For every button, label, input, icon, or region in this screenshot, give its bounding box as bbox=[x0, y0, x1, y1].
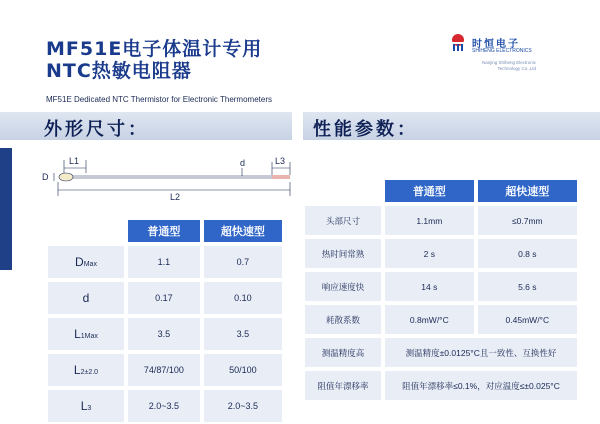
row-label: 耗散系数 bbox=[303, 303, 383, 336]
label-main: L bbox=[80, 399, 88, 413]
brand-name-cn: 时恒电子 bbox=[472, 39, 520, 50]
table-row bbox=[46, 388, 284, 424]
label-sub: 2±2.0 bbox=[80, 369, 99, 376]
standard-value: 0.17 bbox=[126, 280, 202, 316]
page-title bbox=[46, 38, 262, 82]
table-row bbox=[46, 244, 284, 280]
col-fast: 超快速型 bbox=[202, 218, 284, 244]
fast-value: 0.45mW/°C bbox=[476, 303, 579, 336]
shape-section-title: 外形尺寸： bbox=[44, 119, 149, 140]
row-label: 阻值年漂移率 bbox=[303, 369, 383, 402]
side-tab bbox=[0, 148, 12, 270]
fast-value: 0.10 bbox=[202, 280, 284, 316]
table-row bbox=[303, 237, 579, 270]
label-l2: L2 bbox=[170, 192, 181, 202]
fast-value: ≤0.7mm bbox=[476, 204, 579, 237]
col-fast: 超快速型 bbox=[476, 178, 579, 204]
standard-value: 2 s bbox=[383, 237, 476, 270]
standard-value: 74/87/100 bbox=[126, 352, 202, 388]
col-standard: 普通型 bbox=[126, 218, 202, 244]
logo-mark-icon bbox=[448, 33, 468, 51]
standard-value: 14 s bbox=[383, 270, 476, 303]
label-sub: 1Max bbox=[80, 333, 98, 340]
title-line-2: NTC热敏电阻器 bbox=[46, 60, 192, 82]
header-blank bbox=[46, 218, 126, 244]
label-l3: L3 bbox=[275, 156, 286, 166]
label-sub: Max bbox=[83, 261, 97, 268]
table-row bbox=[303, 369, 579, 402]
label-l1: L1 bbox=[69, 156, 80, 166]
col-standard: 普通型 bbox=[383, 178, 476, 204]
standard-value: 1.1mm bbox=[383, 204, 476, 237]
page-subtitle: MF51E Dedicated NTC Thermistor for Electronic Thermometers bbox=[46, 95, 272, 104]
standard-value: 0.8mW/°C bbox=[383, 303, 476, 336]
company-name bbox=[466, 60, 536, 72]
label-main: D bbox=[75, 255, 84, 269]
row-label bbox=[46, 244, 126, 280]
table-row bbox=[46, 280, 284, 316]
table-header-row bbox=[303, 178, 579, 204]
spec-section-title: 性能参数： bbox=[313, 119, 418, 140]
spec-section-band bbox=[303, 112, 600, 140]
merged-value: 阻值年漂移率≤0.1%，对应温度≤±0.025°C bbox=[383, 369, 579, 402]
shape-section-band bbox=[0, 112, 292, 140]
table-header-row bbox=[46, 218, 284, 244]
standard-value: 3.5 bbox=[126, 316, 202, 352]
fast-value: 3.5 bbox=[202, 316, 284, 352]
label-main: d bbox=[82, 291, 90, 305]
row-label bbox=[46, 280, 126, 316]
table-row bbox=[46, 316, 284, 352]
brand-name-en: SHIHENG ELECTRONICS bbox=[472, 48, 532, 54]
label-main: L bbox=[74, 327, 81, 341]
thermistor-dimension-diagram bbox=[36, 152, 298, 204]
table-row bbox=[303, 270, 579, 303]
standard-value: 1.1 bbox=[126, 244, 202, 280]
table-row bbox=[46, 352, 284, 388]
row-label: 测温精度高 bbox=[303, 336, 383, 369]
row-label bbox=[46, 388, 126, 424]
label-d-big: D bbox=[42, 172, 49, 182]
fast-value: 2.0~3.5 bbox=[202, 388, 284, 424]
fast-value: 0.7 bbox=[202, 244, 284, 280]
fast-value: 50/100 bbox=[202, 352, 284, 388]
standard-value: 2.0~3.5 bbox=[126, 388, 202, 424]
label-d: d bbox=[240, 158, 246, 168]
header-blank bbox=[303, 178, 383, 204]
table-row bbox=[303, 204, 579, 237]
table-row bbox=[303, 336, 579, 369]
company-line-1: Nanjing Shiheng Electronic bbox=[481, 60, 536, 65]
fast-value: 5.6 s bbox=[476, 270, 579, 303]
dimension-table bbox=[46, 218, 284, 424]
label-sub: 3 bbox=[87, 405, 92, 412]
row-label bbox=[46, 316, 126, 352]
merged-value: 测温精度±0.0125°C且一致性、互换性好 bbox=[383, 336, 579, 369]
fast-value: 0.8 s bbox=[476, 237, 579, 270]
title-line-1: MF51E电子体温计专用 bbox=[46, 38, 263, 60]
company-line-2: Technology Co.,Ltd bbox=[497, 66, 536, 71]
row-label: 响应速度快 bbox=[303, 270, 383, 303]
row-label: 头部尺寸 bbox=[303, 204, 383, 237]
thermistor-bead bbox=[59, 173, 73, 181]
row-label bbox=[46, 352, 126, 388]
label-main: L bbox=[73, 363, 81, 377]
table-row bbox=[303, 303, 579, 336]
spec-table bbox=[303, 178, 579, 402]
row-label: 热时间常熟 bbox=[303, 237, 383, 270]
